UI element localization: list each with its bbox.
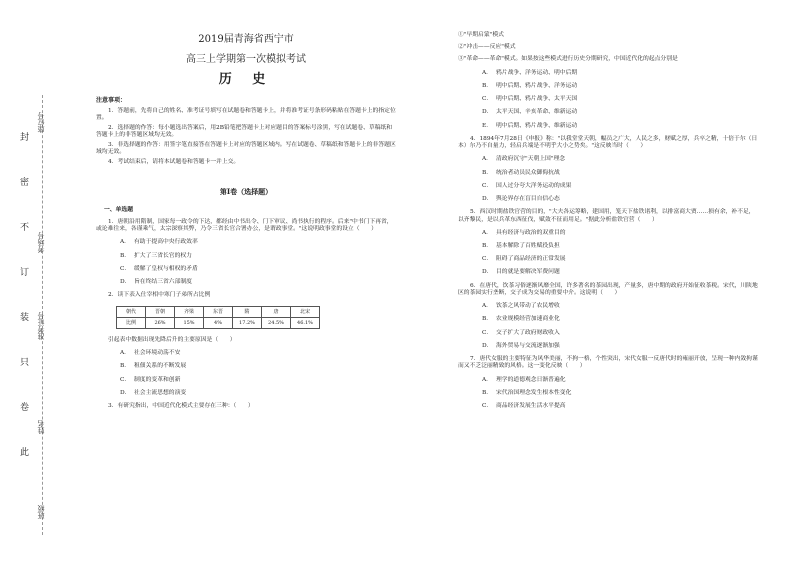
model-item: ③"革命——革命"模式。如果按这些模式进行历史分期研究，中国近代化的起点分别是 — [458, 56, 678, 63]
table-cell: 唐 — [262, 306, 291, 317]
option-key: D． — [120, 279, 131, 286]
question-stem: 7．唐代女服的主要特征为风华美丽，不拘一格，个性突出，宋代女服一反唐代时的雍丽开放，呈现一种内敛拘谨而又不乏泛丽精致的风格。这一变化反映（ ） — [458, 356, 758, 370]
option-text: 明中后期、鸦片战争、维新运动 — [496, 122, 578, 129]
notice-item: 2．选择题的作答：每小题选出答案后，用2B铅笔把答题卡上对应题目的答案标号涂黑，写在试题卷、草稿纸和答题卡上的非答题区域均无效。 — [96, 124, 393, 138]
option-key: B． — [120, 252, 131, 259]
question-option — [482, 230, 758, 237]
table-cell: 晋朝 — [146, 306, 175, 317]
margin-cut-char: 此 — [20, 448, 30, 458]
subject-title: 历 史 — [218, 72, 274, 87]
question-option — [120, 239, 396, 246]
option-text: 旨在终结三省六部制度 — [134, 279, 192, 286]
option-text: 基本解除了百姓赋役负担 — [496, 242, 560, 249]
margin-cut-char: 封 — [20, 133, 30, 143]
question-option — [120, 253, 396, 260]
question-stem: 2．读下表入仕宰相中寒门子弟所占比例 — [108, 292, 211, 299]
margin-label-admission-number: 准考证号 — [37, 312, 45, 340]
option-text: 宋代治国理念发生根本性变化 — [496, 389, 572, 396]
option-text: 制度的变革和创新 — [134, 376, 181, 383]
option-key: B． — [482, 169, 493, 176]
question-stem: 3．有研究指出，中国近代化模式主要存在三种：（ ） — [108, 403, 254, 410]
option-key: A． — [120, 239, 130, 246]
option-key: A． — [120, 350, 130, 357]
option-text: 阻碍了商品经济的正常发展 — [496, 256, 566, 263]
option-key: A． — [482, 156, 492, 163]
option-text: 海外贸易与交流逐渐加强 — [496, 342, 560, 349]
option-key: D． — [482, 269, 493, 276]
option-key: C． — [482, 182, 493, 189]
question-option — [482, 403, 758, 410]
option-key: D． — [482, 109, 493, 116]
question-option — [482, 156, 758, 163]
option-key: C． — [482, 96, 493, 103]
question-option — [482, 183, 758, 190]
margin-cut-char: 装 — [20, 313, 30, 323]
margin-cut-char: 只 — [20, 358, 30, 368]
section-title: 第Ⅰ卷（选择题） — [219, 186, 273, 196]
question-option — [482, 109, 758, 116]
option-text: 商品经济发展生活水平提高 — [496, 403, 566, 410]
option-text: 交子扩大了政府财政收入 — [496, 329, 560, 336]
option-key: B． — [120, 363, 131, 370]
data-table — [116, 306, 320, 330]
option-key: A． — [482, 303, 492, 310]
option-key: A． — [482, 229, 492, 236]
option-key: A． — [482, 69, 492, 76]
option-text: 理学的道德观念日渐普遍化 — [496, 376, 566, 383]
option-text: 目的就是要解决军费问题 — [496, 269, 560, 276]
option-text: 饮茶之风带动了农民增收 — [496, 303, 560, 310]
question-option — [120, 377, 396, 384]
question-option — [482, 316, 758, 323]
option-key: B． — [482, 316, 493, 323]
margin-cut-char: 订 — [20, 268, 30, 278]
margin-label-exam-room: 考场号 — [37, 232, 45, 253]
margin-cut-char: 不 — [20, 223, 30, 233]
option-text: 明中后期、鸦片战争、洋务运动 — [496, 82, 578, 89]
table-cell: 北宋 — [291, 306, 320, 317]
option-key: B． — [482, 242, 493, 249]
question-option — [120, 279, 396, 286]
question-option — [120, 350, 396, 357]
question-stem: 1．唐朝沿用隋制，国家每一政令的下达，都经由中书出令、门下审议、尚书执行的程序。后来"中书门下再省，或论难往来，各谨乘气，太宗深察其弊，乃令三省长官合署办公，是谓政事堂。"这说明政事堂的设立（ ） — [96, 218, 393, 233]
option-key: E． — [482, 122, 493, 129]
notice-item: 4．考试结束后，请将本试题卷和答题卡一并上交。 — [108, 158, 240, 165]
question-prompt: 引起表中数据出现先降后升的主要原因是（ ） — [108, 337, 236, 344]
option-key: D． — [482, 342, 493, 349]
question-option — [482, 70, 758, 77]
margin-label-name: 姓名 — [37, 420, 45, 434]
option-text: 扩大了三省长官的权力 — [134, 252, 192, 259]
question-option — [482, 256, 758, 263]
question-option — [482, 330, 758, 337]
option-key: B． — [482, 82, 493, 89]
exam-title-line1: 2019届青海省西宁市 — [198, 34, 294, 45]
question-option — [482, 377, 758, 384]
question-option — [482, 303, 758, 310]
option-text: 租佃关系的不断发展 — [134, 363, 187, 370]
option-key: D． — [482, 196, 493, 203]
question-stem: 6．在唐代，饮茶习俗逐渐风靡全国，许多著名的茶园出现，产量多，唐中期的政府开始征收茶税。宋代，川陕地区的茶园实行垄断，交子成为交易的重要中介。这说明（ ） — [458, 282, 758, 296]
question-option — [482, 96, 758, 103]
option-text: 社会主流思想的演变 — [134, 389, 187, 396]
table-cell: 17.2% — [233, 317, 262, 328]
notice-title: 注意事项： — [96, 97, 127, 105]
option-text: 鸦片战争、洋务运动、明中后期 — [496, 69, 578, 76]
option-key: C． — [482, 256, 493, 263]
margin-cut-char: 密 — [20, 178, 30, 188]
exam-title-line2: 高三上学期第一次模拟考试 — [186, 53, 306, 65]
option-key: A． — [482, 376, 492, 383]
table-cell: 24.5% — [262, 317, 291, 328]
question-stem: 4．1894年7月28日《申报》称："以我堂堂天朝，幅员之广大，人民之多，财赋之厚，兵卒之精，十倍于尔（日本）尔乃不自量力，轻启兵端是不明乎大小之势矣。"这反映当时（ ） — [458, 135, 758, 150]
notice-item: 3．非选择题的作答：用签字笔直接答在答题卡上对应的答题区域内。写在试题卷、草稿纸和答题卡上的非答题区域均无效。 — [96, 141, 396, 155]
option-text: 国人过分夸大洋务运动的成果 — [496, 182, 572, 189]
table-cell: 比例 — [117, 317, 146, 328]
question-option — [482, 123, 758, 130]
option-key: C． — [482, 403, 493, 410]
margin-label-seat-number: 座位号 — [37, 112, 45, 133]
option-text: 统治者动员民众御侮抗战 — [496, 169, 560, 176]
table-cell: 15% — [175, 317, 204, 328]
option-key: D． — [120, 389, 131, 396]
margin-cut-char: 卷 — [20, 403, 30, 413]
option-text: 太平天国、辛亥革命、维新运动 — [496, 109, 578, 116]
option-text: 明中后期、鸦片战争、太平天国 — [496, 96, 578, 103]
question-option — [482, 196, 758, 203]
option-key: C． — [120, 376, 131, 383]
option-key: B． — [482, 389, 493, 396]
question-option — [482, 390, 758, 397]
option-text: 舆论界存在盲目自信心态 — [496, 196, 560, 203]
table-header-row — [117, 306, 320, 317]
option-text: 农业规模经营加速商业化 — [496, 316, 560, 323]
question-stem: 5．西汉时期盐铁官营的目的，"大夫各运筹略，建国用，笼天下盐铁诸利，以排富商大贾……损有余，补不足，以齐黎民，是以兵革东西征伐，赋敛不征而用足。"据此分析盐铁官营（ ） — [458, 209, 755, 223]
table-cell: 46.1% — [291, 317, 320, 328]
table-cell: 齐梁 — [175, 306, 204, 317]
table-cell: 26% — [146, 317, 175, 328]
option-key: C． — [120, 265, 131, 272]
table-cell: 东晋 — [204, 306, 233, 317]
table-cell: 隋 — [233, 306, 262, 317]
question-option — [482, 343, 758, 350]
question-option — [482, 269, 758, 276]
table-row — [117, 317, 320, 328]
right-column — [458, 32, 758, 416]
question-option — [120, 390, 396, 397]
option-text: 清政府沉守"天朝上国"理念 — [496, 156, 566, 163]
question-option — [482, 170, 758, 177]
left-column — [96, 34, 396, 416]
question-option — [482, 243, 758, 250]
model-item: ②"冲击——反应"模式 — [458, 44, 516, 51]
option-text: 社会环境动荡不安 — [134, 350, 181, 357]
option-key: C． — [482, 329, 493, 336]
table-cell: 朝代 — [117, 306, 146, 317]
section-subtitle: 一、单选题 — [104, 206, 133, 213]
option-text: 具有经济与政治的双重目的 — [496, 229, 566, 236]
question-option — [120, 363, 396, 370]
question-option — [482, 83, 758, 90]
question-option — [120, 266, 396, 273]
model-item: ①"早期启蒙"模式 — [458, 32, 504, 38]
notice-item: 1．答题前，先将自己的姓名、准考证号填写在试题卷和答题卡上，并将准考证号条形码粘贴在答题卡上的指定位置。 — [96, 107, 396, 121]
table-cell: 4% — [204, 317, 233, 328]
option-text: 有助于提高中央行政效率 — [134, 239, 198, 246]
margin-label-class: 班级 — [37, 505, 45, 519]
option-text: 缓解了皇权与相权的矛盾 — [134, 265, 198, 272]
